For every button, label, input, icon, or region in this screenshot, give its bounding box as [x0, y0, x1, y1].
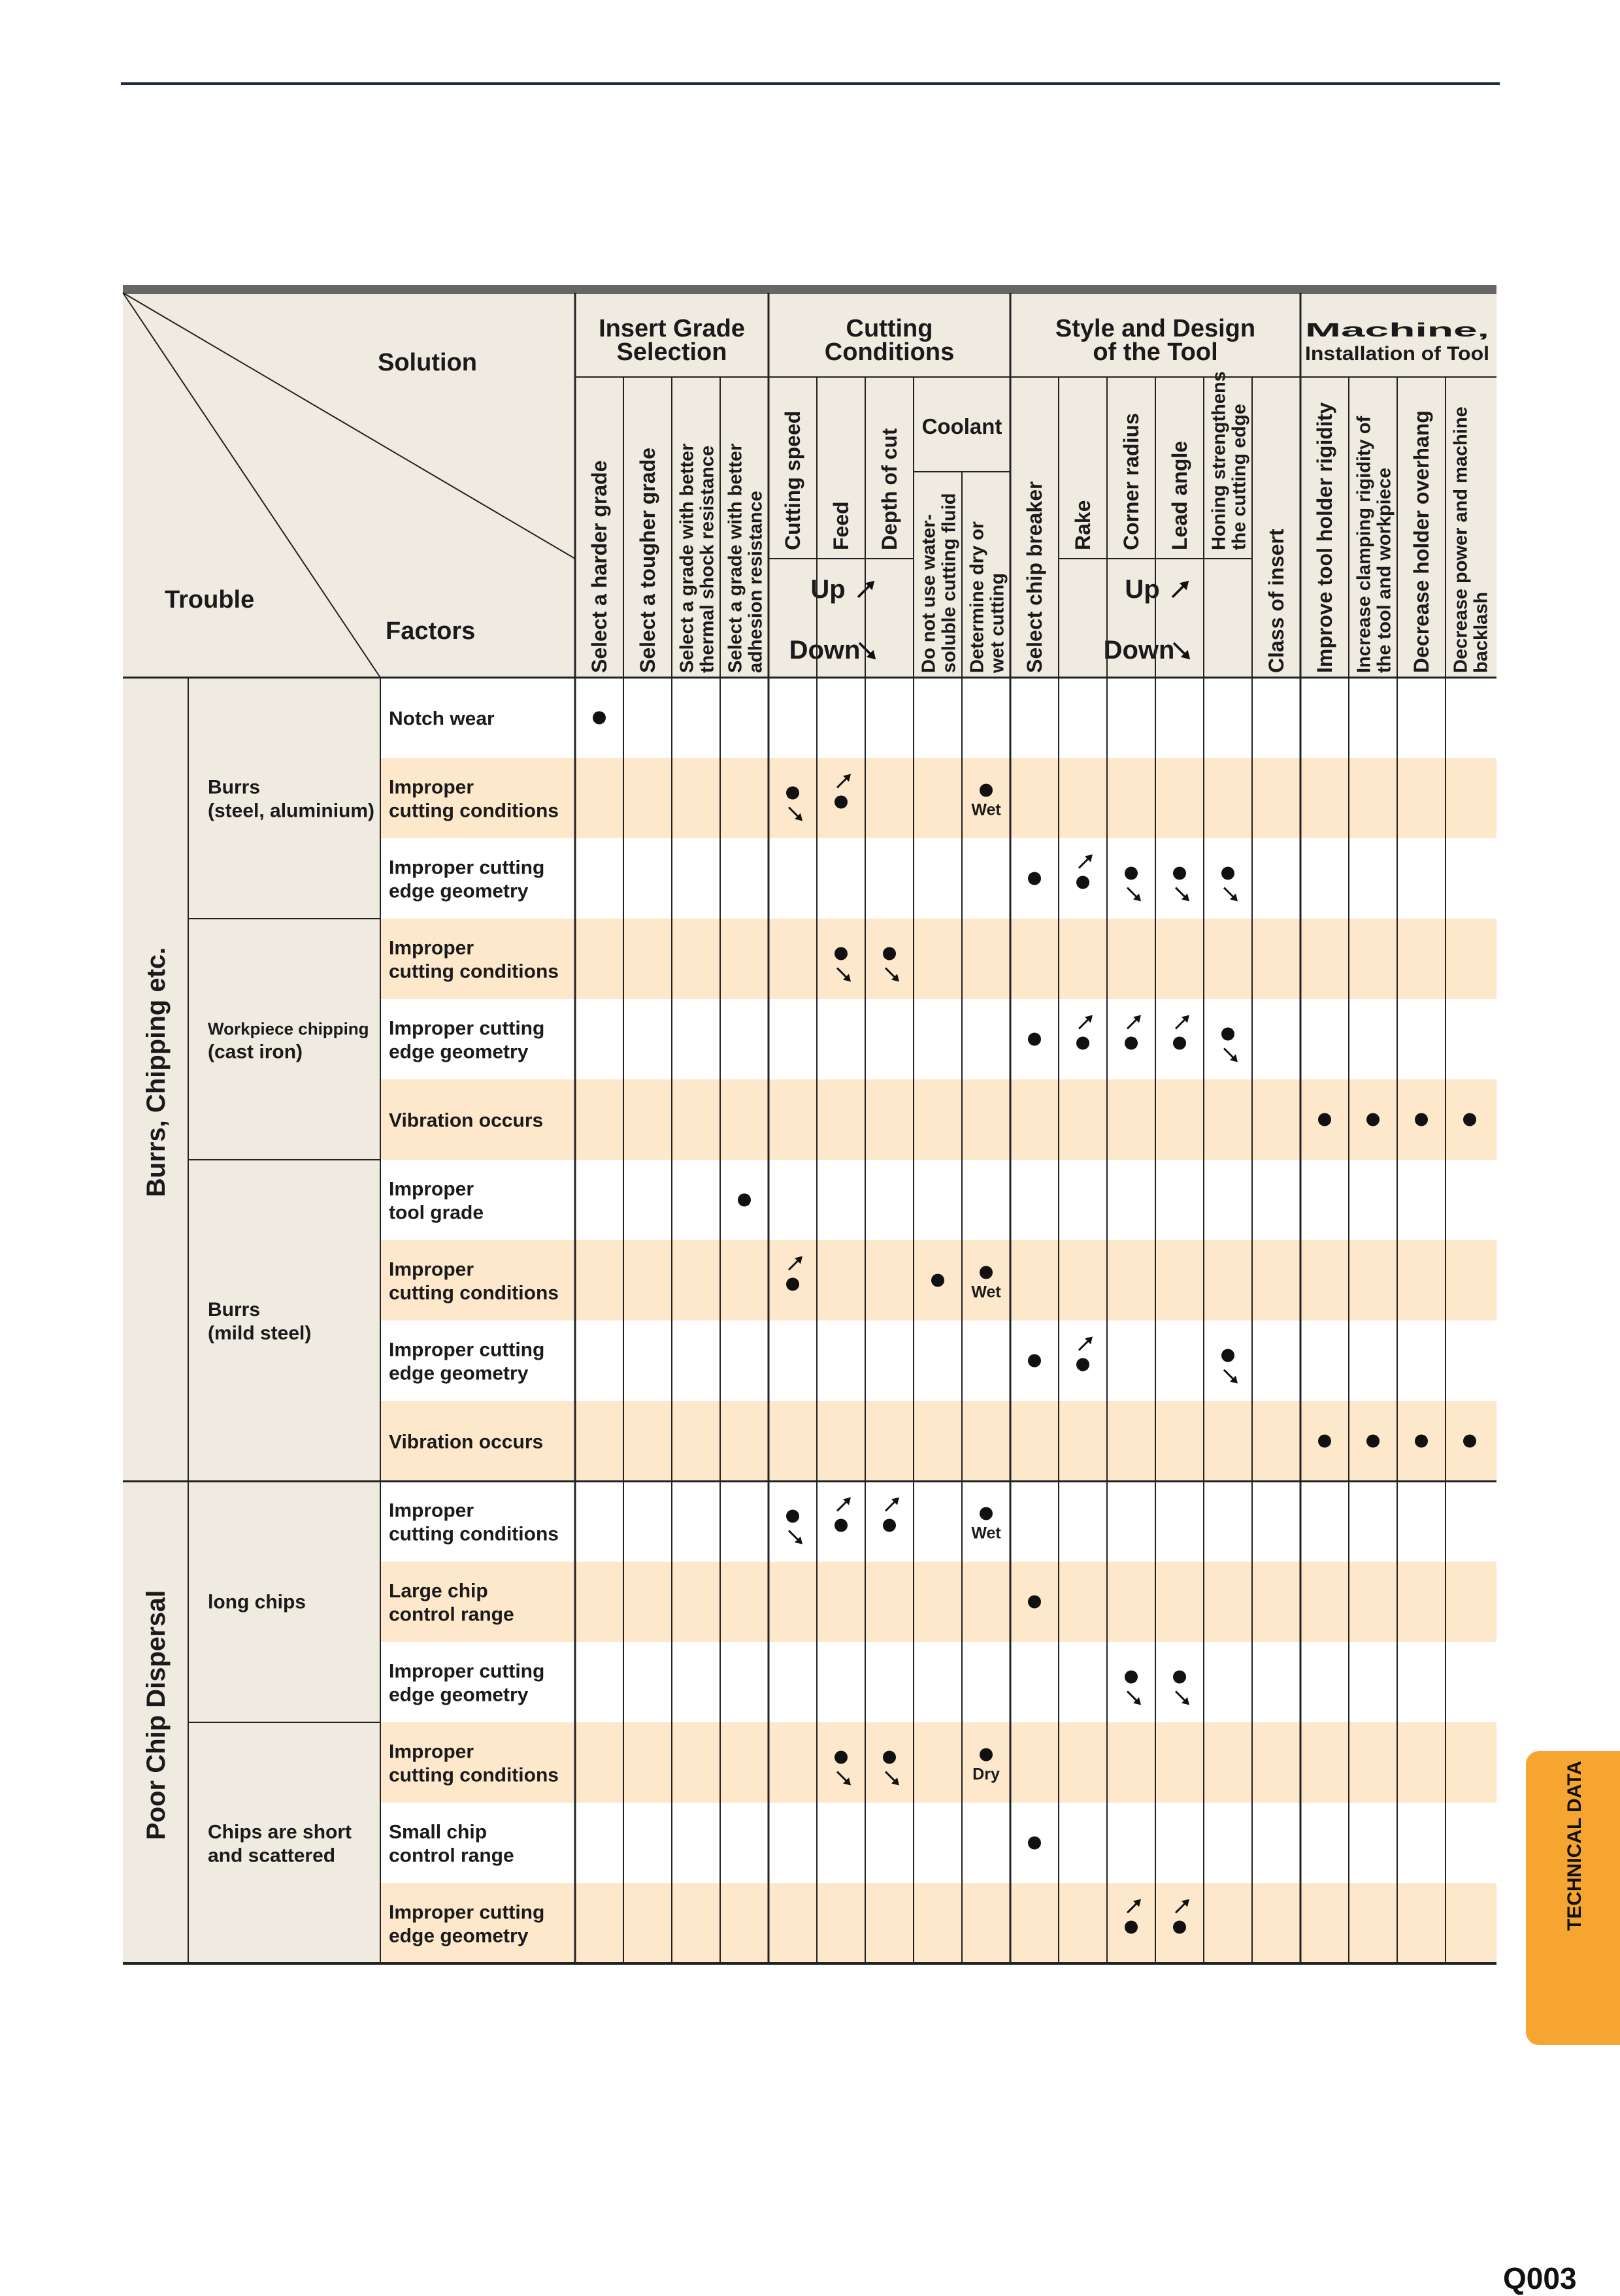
side-tab-label — [1559, 1758, 1591, 1934]
factor-label: cutting conditions — [389, 800, 559, 822]
dot-mark — [980, 784, 993, 797]
dot-mark — [835, 1751, 848, 1764]
dot-mark — [835, 947, 848, 960]
page-number: Q003 — [1503, 2261, 1577, 2295]
coolant-label: Coolant — [921, 414, 1002, 438]
dot-mark — [1173, 1921, 1186, 1934]
dot-mark — [786, 1278, 799, 1291]
column-header-line: Select a grade with better — [676, 443, 698, 673]
factor-label: Improper cutting — [389, 1901, 545, 1924]
dot-mark — [1221, 1349, 1234, 1362]
trouble-category: Poor Chip Dispersal — [142, 1590, 171, 1840]
side-tab-text: TECHNICAL DATA — [1564, 1761, 1585, 1931]
column-header-line: Cutting speed — [781, 410, 804, 550]
factor-label: cutting conditions — [389, 1764, 559, 1786]
table-row — [380, 1320, 1496, 1401]
table-row — [380, 678, 1496, 758]
coolant-note: Dry — [972, 1765, 1000, 1784]
factor-label: Improper — [389, 1178, 474, 1200]
dot-mark — [1028, 872, 1041, 885]
column-header-line: the cutting edge — [1229, 404, 1250, 550]
column-header-line: Do not use water- — [918, 514, 940, 673]
dot-mark — [1076, 876, 1089, 889]
column-header-line: Honing strengthens — [1208, 371, 1230, 550]
table-row — [380, 1481, 1496, 1562]
dot-mark — [593, 712, 606, 725]
column-header-line: Select chip breaker — [1023, 481, 1046, 673]
factor-label: edge geometry — [389, 1041, 529, 1063]
cause-label: (mild steel) — [208, 1322, 312, 1344]
group-header-line: of the Tool — [1093, 338, 1218, 366]
dot-mark — [1028, 1596, 1041, 1609]
coolant-note: Wet — [971, 1524, 1001, 1543]
factor-label: edge geometry — [389, 1684, 529, 1706]
factor-label: edge geometry — [389, 880, 529, 902]
factor-label: tool grade — [389, 1202, 484, 1224]
factor-label: control range — [389, 1845, 514, 1867]
group-header-line: Cutting — [846, 315, 933, 342]
column-header-line: Increase clamping rigidity of — [1353, 416, 1375, 673]
factor-label: Improper cutting — [389, 1017, 545, 1040]
dot-mark — [1028, 1837, 1041, 1850]
group-header-line: Machine, — [1305, 320, 1489, 341]
column-header-line: Decrease holder overhang — [1410, 410, 1433, 673]
factor-label: Improper — [389, 1741, 474, 1763]
table-row — [380, 1562, 1496, 1642]
cause-label: Burrs — [208, 1299, 261, 1320]
table-row — [380, 1160, 1496, 1240]
dot-mark — [980, 1748, 993, 1762]
dot-mark — [1366, 1435, 1380, 1448]
dot-mark — [1415, 1113, 1428, 1126]
trouble-label: Trouble — [165, 586, 255, 614]
table-row — [380, 838, 1496, 919]
column-header-line: wet cutting — [987, 572, 1008, 673]
column-header-line: Select a grade with better — [725, 443, 746, 673]
factor-label: Improper cutting — [389, 857, 545, 879]
down-label: Down — [789, 636, 861, 664]
factor-label: cutting conditions — [389, 1523, 559, 1545]
factors-label: Factors — [386, 617, 476, 645]
dot-mark — [980, 1266, 993, 1279]
column-header-line: soluble cutting fluid — [938, 493, 960, 673]
cause-label: (cast iron) — [208, 1041, 303, 1063]
dot-mark — [1173, 1671, 1186, 1684]
factor-label: Improper — [389, 937, 474, 959]
dot-mark — [1318, 1435, 1331, 1448]
factor-label: control range — [389, 1603, 514, 1626]
dot-mark — [1173, 1037, 1186, 1050]
group-header-line: Style and Design — [1055, 315, 1256, 342]
table-row — [380, 1883, 1496, 1963]
dot-mark — [835, 796, 848, 809]
factor-label: Notch wear — [389, 708, 495, 730]
factor-label: cutting conditions — [389, 960, 559, 983]
column-header-line: Class of insert — [1265, 529, 1288, 673]
dot-mark — [786, 787, 799, 800]
dot-mark — [1076, 1358, 1089, 1371]
dot-mark — [1463, 1113, 1476, 1126]
table-top-border — [123, 285, 1496, 294]
column-header-line: Determine dry or — [967, 521, 988, 673]
dot-mark — [835, 1519, 848, 1532]
factor-label: Improper — [389, 1500, 474, 1522]
table-row — [380, 999, 1496, 1079]
column-header-line: Decrease power and machine — [1450, 406, 1472, 673]
factor-label: edge geometry — [389, 1925, 529, 1947]
column-header-line: Select a tougher grade — [636, 448, 659, 673]
down-label: Down — [1103, 636, 1175, 664]
cause-label: and scattered — [208, 1845, 336, 1867]
column-header-line: Improve tool holder rigidity — [1313, 402, 1336, 673]
up-label: Up — [1125, 575, 1160, 604]
factor-label: Improper cutting — [389, 1339, 545, 1361]
factor-label: cutting conditions — [389, 1282, 559, 1304]
dot-mark — [1366, 1113, 1380, 1126]
dot-mark — [1221, 867, 1234, 880]
dot-mark — [1028, 1033, 1041, 1046]
dot-mark — [1125, 1921, 1138, 1934]
column-header-line: backlash — [1470, 591, 1492, 673]
factor-label: Vibration occurs — [389, 1109, 544, 1132]
cause-label: Chips are short — [208, 1821, 352, 1843]
column-header-line: Lead angle — [1168, 440, 1191, 550]
dot-mark — [1076, 1037, 1089, 1050]
factor-label: Improper — [389, 1258, 474, 1281]
dot-mark — [1173, 867, 1186, 880]
coolant-note: Wet — [971, 1283, 1001, 1302]
dot-mark — [786, 1510, 799, 1523]
group-header-line: Conditions — [824, 338, 955, 366]
coolant-note: Wet — [971, 800, 1001, 819]
group-header-line: Insert Grade — [599, 315, 745, 342]
dot-mark — [883, 947, 896, 960]
table-row — [380, 758, 1496, 838]
dot-mark — [1125, 1037, 1138, 1050]
column-header-line: Rake — [1071, 500, 1095, 550]
dot-mark — [738, 1194, 751, 1207]
factor-label: Small chip — [389, 1821, 488, 1843]
table-row — [380, 1803, 1496, 1883]
dot-mark — [931, 1274, 944, 1287]
cause-label: Workpiece chipping — [208, 1019, 369, 1039]
factor-label: edge geometry — [389, 1362, 529, 1385]
dot-mark — [883, 1751, 896, 1764]
cause-label: (steel, aluminium) — [208, 800, 375, 822]
table-row — [380, 1642, 1496, 1722]
solution-label: Solution — [378, 349, 477, 376]
dot-mark — [1463, 1435, 1476, 1448]
trouble-category: Burrs, Chipping etc. — [142, 947, 171, 1197]
column-header-line: Feed — [829, 501, 853, 550]
dot-mark — [1415, 1435, 1428, 1448]
factor-label: Large chip — [389, 1580, 488, 1602]
column-header-line: Depth of cut — [878, 428, 901, 550]
column-header-line: adhesion resistance — [745, 491, 767, 673]
header-bg — [123, 293, 1496, 678]
dot-mark — [1221, 1028, 1234, 1041]
dot-mark — [1318, 1113, 1331, 1126]
table-row — [380, 919, 1496, 999]
table-row — [380, 1722, 1496, 1803]
factor-label: Vibration occurs — [389, 1431, 544, 1453]
column-header-line: Corner radius — [1119, 413, 1143, 550]
cause-label: Burrs — [208, 776, 261, 798]
dot-mark — [1028, 1354, 1041, 1368]
dot-mark — [1125, 867, 1138, 880]
dot-mark — [883, 1519, 896, 1532]
group-header-line: Selection — [616, 338, 727, 366]
up-label: Up — [810, 575, 846, 604]
dot-mark — [980, 1507, 993, 1520]
cause-label: long chips — [208, 1591, 306, 1613]
factor-label: Improper — [389, 776, 474, 798]
group-header-line: Installation of Tool — [1305, 343, 1489, 365]
column-header-line: the tool and workpiece — [1374, 467, 1395, 673]
column-header-line: thermal shock resistance — [697, 445, 718, 673]
dot-mark — [1125, 1671, 1138, 1684]
column-header-line: Select a harder grade — [587, 460, 611, 673]
factor-label: Improper cutting — [389, 1660, 545, 1682]
